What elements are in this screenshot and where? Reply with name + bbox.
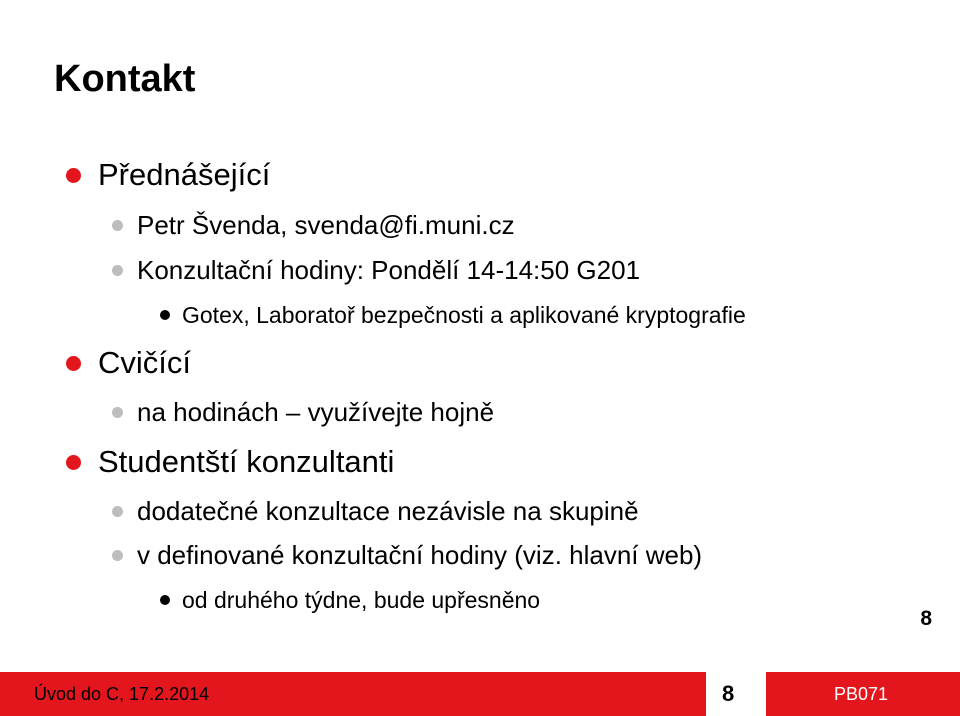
bullet-tutors-label: Cvičící bbox=[98, 345, 191, 380]
bullet-student-consultants-label: Studentští konzultanti bbox=[98, 444, 395, 479]
bullet-dot-icon bbox=[112, 407, 123, 418]
bullet-tutors-hint bbox=[112, 396, 494, 428]
bullet-office-hours-text: Konzultační hodiny: Pondělí 14-14:50 G201 bbox=[137, 255, 641, 285]
footer-lecture-date: Úvod do C, 17.2.2014 bbox=[34, 684, 210, 704]
bullet-tutors bbox=[66, 344, 191, 382]
bullet-defined-hours-text: v definované konzultační hodiny (viz. hlavní web) bbox=[137, 540, 703, 570]
bullet-office-location bbox=[160, 301, 746, 329]
bullet-extra-consultations bbox=[112, 495, 639, 527]
bullet-dot-icon bbox=[112, 220, 123, 231]
bullet-lecturers bbox=[66, 156, 270, 194]
bullet-office-location-text: Gotex, Laboratoř bezpečnosti a aplikované kryptografie bbox=[182, 302, 746, 328]
bullet-lecturer-name-email bbox=[112, 209, 515, 241]
bullet-tutors-hint-text: na hodinách – využívejte hojně bbox=[137, 397, 495, 427]
slide-number-corner: 8 bbox=[920, 607, 932, 630]
bullet-dot-icon bbox=[66, 455, 81, 470]
bullet-lecturer-name-email-text: Petr Švenda, svenda@fi.muni.cz bbox=[137, 210, 515, 240]
bullet-dot-icon bbox=[112, 265, 123, 276]
bullet-dot-icon bbox=[112, 550, 123, 561]
bullet-dot-icon bbox=[160, 595, 170, 605]
bullet-dot-icon bbox=[160, 310, 170, 320]
bullet-dot-icon bbox=[112, 506, 123, 517]
footer-course-code: PB071 bbox=[834, 684, 889, 704]
bullet-office-hours bbox=[112, 254, 640, 286]
bullet-extra-consultations-text: dodatečné konzultace nezávisle na skupině bbox=[137, 496, 639, 526]
bullet-lecturers-label: Přednášející bbox=[98, 157, 271, 192]
footer-page-number: 8 bbox=[722, 681, 735, 706]
footer-bar bbox=[0, 672, 960, 716]
bullet-second-week bbox=[160, 586, 540, 614]
slide-title: Kontakt bbox=[54, 58, 196, 100]
bullet-second-week-text: od druhého týdne, bude upřesněno bbox=[182, 587, 541, 613]
bullet-defined-hours bbox=[112, 539, 702, 571]
bullet-student-consultants bbox=[66, 443, 394, 481]
bullet-dot-icon bbox=[66, 356, 81, 371]
bullet-dot-icon bbox=[66, 168, 81, 183]
